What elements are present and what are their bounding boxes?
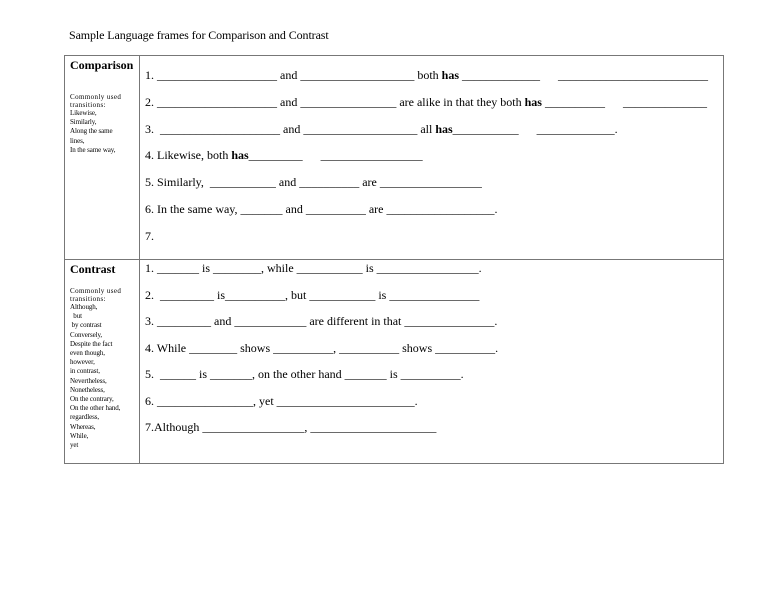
transition-item: Nonetheless, (70, 385, 105, 394)
language-frames-table (64, 55, 724, 464)
contrast-frame: 7.Although _________________, _____________________ (145, 420, 437, 434)
frame-text: _________ _________________ (248, 148, 423, 163)
document-title: Sample Language frames for Comparison and Contrast (69, 28, 329, 42)
transition-item: Nevertheless, (70, 376, 107, 385)
contrast-transitions-list (70, 303, 137, 450)
frame-keyword: has (524, 94, 542, 109)
comparison-frame (145, 172, 723, 199)
frame-text: ___________ _____________. (452, 121, 618, 136)
transition-item: Despite the fact (70, 339, 113, 348)
transition-item: While, (70, 431, 89, 440)
contrast-frames-list (140, 260, 723, 446)
frame-text: 3. ____________________ and ___________________ all (145, 121, 436, 136)
contrast-label-cell (65, 260, 140, 464)
comparison-transitions-list (70, 109, 137, 155)
transition-item: yet (70, 441, 79, 450)
transition-item: On the contrary, (70, 395, 114, 404)
contrast-frame: 1. _______ is ________, while ___________ is _________________. (145, 261, 482, 275)
comparison-frames-list (140, 65, 723, 253)
contrast-frame: 2. _________ is__________, but ___________ is _______________ (145, 287, 480, 302)
transition-item: in contrast, (70, 367, 100, 376)
comparison-heading: Comparison (70, 58, 134, 72)
contrast-frame: 4. While ________ shows __________, __________ shows __________. (145, 340, 499, 355)
comparison-label-cell (65, 56, 140, 260)
transition-item: Whereas, (70, 422, 96, 431)
transition-item: but (70, 312, 82, 321)
transition-item: Likewise, (70, 109, 97, 117)
frame-keyword: has (231, 148, 249, 163)
transition-item: Although, (70, 303, 98, 311)
frame-text: 2. ____________________ and ________________ are alike in that they both (145, 94, 525, 109)
frame-text: 7. (145, 228, 154, 243)
contrast-frame: 5. ______ is _______, on the other hand _______ is __________. (145, 367, 464, 381)
frame-text: 6. In the same way, _______ and __________ are __________________. (145, 201, 498, 216)
frame-text: 5. Similarly, ___________ and __________ are _________________ (145, 175, 482, 190)
comparison-frames-cell (140, 56, 724, 260)
comparison-frame (145, 92, 723, 119)
contrast-frame: 6. ________________, yet _______________________. (145, 393, 418, 408)
contrast-transitions-heading: Commonly used transitions: (70, 287, 122, 303)
comparison-row (65, 56, 724, 260)
frame-keyword: has (441, 68, 460, 82)
comparison-frame (145, 226, 723, 253)
transition-item: regardless, (70, 413, 100, 422)
frame-text: 4. Likewise, both (145, 148, 232, 163)
contrast-frames-cell (140, 260, 724, 464)
comparison-frame (145, 65, 723, 92)
transition-item: Along the same (70, 127, 113, 136)
contrast-row (65, 260, 724, 464)
contrast-frame: 3. _________ and ____________ are different in that _______________. (145, 314, 498, 328)
transition-item: however, (70, 358, 95, 367)
frame-text: _____________ _________________________ (459, 68, 709, 82)
transition-item: On the other hand, (70, 404, 121, 413)
transition-item: Similarly, (70, 118, 97, 127)
transition-item: In the same way, (70, 145, 116, 154)
comparison-transitions-heading: Commonly used transitions: (70, 93, 122, 109)
transition-item: by contrast (70, 321, 102, 330)
contrast-heading: Contrast (70, 262, 116, 276)
comparison-frame (145, 145, 723, 172)
transition-item: lines, (70, 136, 85, 145)
frame-text: 1. ____________________ and ___________________ both (145, 68, 442, 82)
frame-text: __________ ______________ (541, 94, 707, 109)
transition-item: Conversely, (70, 330, 103, 339)
transition-item: even though, (70, 349, 105, 358)
comparison-frame (145, 199, 723, 226)
comparison-frame (145, 119, 723, 146)
frame-keyword: has (435, 121, 453, 136)
